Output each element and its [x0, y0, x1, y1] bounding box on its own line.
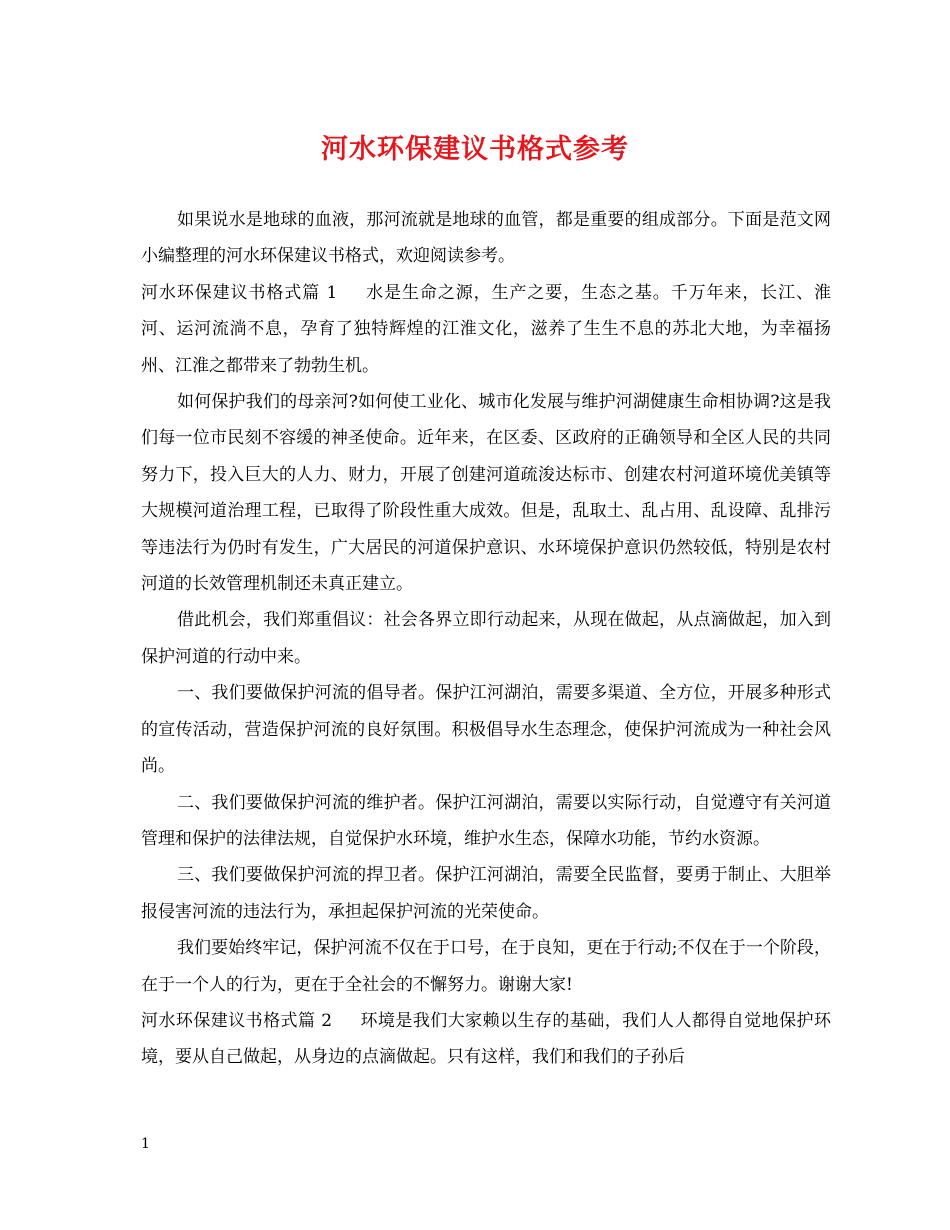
page-number: 1 — [141, 1136, 150, 1152]
article-1-opening — [141, 275, 831, 384]
article-1-heading: 河水环保建议书格式篇 1 — [141, 282, 338, 303]
article-1-paragraph-6: 我们要始终牢记，保护河流不仅在于口号，在于良知，更在于行动;不仅在于一个阶段，在于一个人的行为，更在于全社会的不懈努力。谢谢大家! — [141, 938, 831, 995]
document-body — [141, 202, 831, 1076]
article-1-paragraph-5: 三、我们要做保护河流的捍卫者。保护江河湖泊，需要全民监督，要勇于制止、大胆举报侵害河流的违法行为，承担起保护河流的光荣使命。 — [141, 865, 831, 922]
article-1-paragraph-1: 如何保护我们的母亲河?如何使工业化、城市化发展与维护河湖健康生命相协调?这是我们每一位市民刻不容缓的神圣使命。近年来，在区委、区政府的正确领导和全区人民的共同努力下，投入巨大的人力、财力，开展了创建河道疏浚达标市、创建农村河道环境优美镇等大规模河道治理工程，已取得了阶段性重大成效。但是，乱取土、乱占用、乱设障、乱排污等违法行为仍时有发生，广大居民的河道保护意识、水环境保护意识仍然较低，特别是农村河道的长效管理机制还未真正建立。 — [141, 392, 831, 595]
article-1-paragraph-2: 借此机会，我们郑重倡议：社会各界立即行动起来，从现在做起，从点滴做起，加入到保护河道的行动中来。 — [141, 610, 831, 667]
article-2-opening-text: 环境是我们大家赖以生存的基础，我们人人都得自觉地保护环境，要从自己做起，从身边的点滴做起。只有这样，我们和我们的子孙后 — [141, 1010, 831, 1068]
article-2-heading: 河水环保建议书格式篇 2 — [141, 1010, 333, 1031]
intro-paragraph: 如果说水是地球的血液，那河流就是地球的血管，都是重要的组成部分。下面是范文网小编整理的河水环保建议书格式，欢迎阅读参考。 — [141, 210, 831, 267]
article-1-opening-text: 水是生命之源，生产之要，生态之基。千万年来，长江、淮河、运河流淌不息，孕育了独特辉煌的江淮文化，滋养了生生不息的苏北大地，为幸福扬州、江淮之都带来了勃勃生机。 — [141, 282, 831, 376]
page-title: 河水环保建议书格式参考 — [321, 134, 629, 165]
article-1-paragraph-3: 一、我们要做保护河流的倡导者。保护江河湖泊，需要多渠道、全方位，开展多种形式的宣传活动，营造保护河流的良好氛围。积极倡导水生态理念，使保护河流成为一种社会风尚。 — [141, 683, 831, 777]
article-2-opening — [141, 1003, 831, 1076]
article-1-paragraph-4: 二、我们要做保护河流的维护者。保护江河湖泊，需要以实际行动，自觉遵守有关河道管理和保护的法律法规，自觉保护水环境，维护水生态，保障水功能，节约水资源。 — [141, 792, 831, 849]
